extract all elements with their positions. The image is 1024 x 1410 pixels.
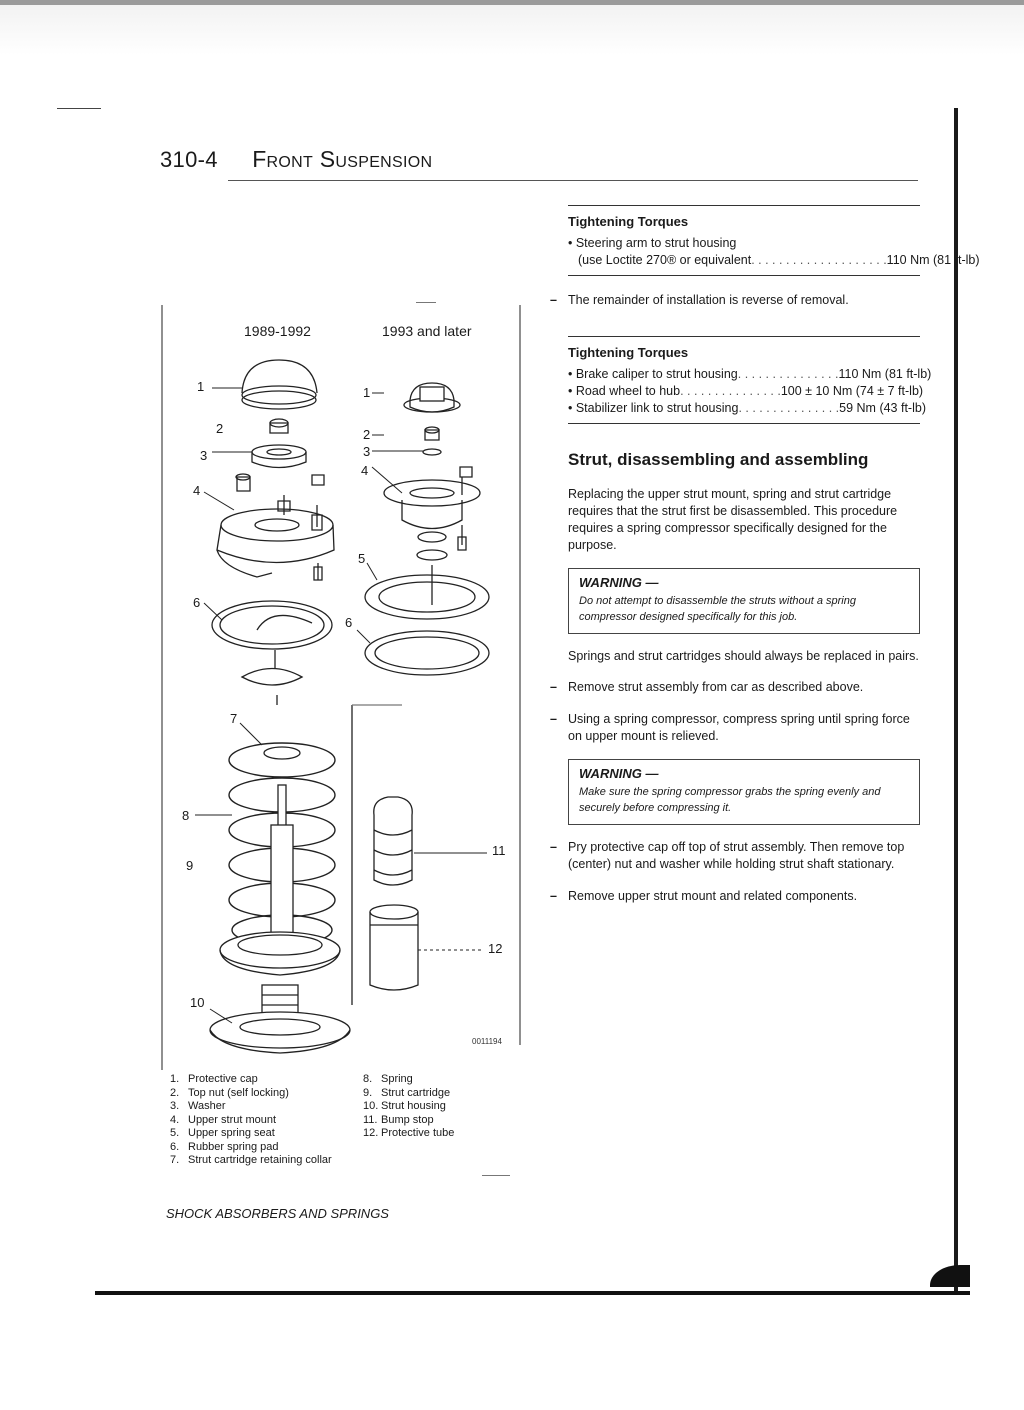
leader-dots: . . . . . . . . . . . . . . . . . . . . <box>751 253 887 267</box>
page-spine-edge <box>954 108 958 1293</box>
torques1-line2: (use Loctite 270® or equivalent . . . . . . . . . . . . . . . . . . . . 110 Nm (81 ft-lb) <box>578 253 980 267</box>
legend-item: 11. Bump stop <box>363 1113 434 1126</box>
warning1-title: WARNING — <box>579 575 659 590</box>
torques2-item: • Road wheel to hub . . . . . . . . . . . . . . . 100 ± 10 Nm (74 ± 7 ft-lb) <box>568 384 924 398</box>
figure-label-1989-1992: 1989-1992 <box>244 323 311 339</box>
page-header <box>160 146 432 173</box>
warning1-text: Do not attempt to disassemble the struts without a spring compressor designed specifically for this job. <box>579 595 856 623</box>
torques1-bottom-rule <box>568 275 920 276</box>
legend-item: 6. Rubber spring pad <box>170 1140 279 1153</box>
warning2-title: WARNING — <box>579 766 659 781</box>
callout-left-1: 1 <box>197 379 205 394</box>
step-remainder-installation: – The remainder of installation is reverse of removal. <box>550 293 849 307</box>
step-remove-mount: – Remove upper strut mount and related components. <box>550 889 858 903</box>
legend-item: 10. Strut housing <box>363 1100 446 1112</box>
callout-right-3: 3 <box>363 444 371 459</box>
legend-column-2 <box>363 1073 454 1141</box>
step-compress-spring: – Using a spring compressor, compress spring until spring force on upper mount is relieved. <box>550 712 910 743</box>
torques1-line1: • Steering arm to strut housing <box>568 236 737 250</box>
callout-right-2: 2 <box>363 427 371 442</box>
legend-item: 3. Washer <box>170 1100 226 1112</box>
header-rule <box>228 180 918 181</box>
callout-right-6: 6 <box>345 615 353 630</box>
torques2-item: • Brake caliper to strut housing . . . . . . . . . . . . . . . 110 Nm (81 ft-lb) <box>568 367 932 381</box>
legend-bottom-dash <box>482 1175 510 1176</box>
callout-right-5: 5 <box>358 551 366 566</box>
callout-left-9: 9 <box>186 858 194 873</box>
strut-exploded-diagram <box>162 305 522 1070</box>
legend-item: 7. Strut cartridge retaining collar <box>170 1154 332 1166</box>
torques2-title: Tightening Torques <box>568 345 689 360</box>
figure-id: 0011194 <box>472 1037 502 1046</box>
torques2-item: • Stabilizer link to strut housing . . . . . . . . . . . . . . . 59 Nm (43 ft-lb) <box>568 401 926 415</box>
tightening-torques-1 <box>568 206 980 275</box>
callout-left-10: 10 <box>190 995 205 1010</box>
margin-mark <box>57 108 101 109</box>
paragraph-replace-pairs: Springs and strut cartridges should always be replaced in pairs. <box>568 649 919 663</box>
legend-item: 5. Upper spring seat <box>170 1127 275 1139</box>
legend-item: 9. Strut cartridge <box>363 1086 451 1099</box>
callout-left-3: 3 <box>200 448 208 463</box>
tightening-torques-2 <box>568 337 932 423</box>
callout-left-4: 4 <box>193 483 201 498</box>
callout-right-11: 11 <box>492 843 506 858</box>
strut-diagram-drawing <box>162 305 522 1070</box>
legend-item: 8. Spring <box>363 1073 413 1085</box>
paragraph-intro: Replacing the upper strut mount, spring and strut cartridge requires that the strut first be disassembled. This procedure requires a spring compressor specifically designed for the purpose. <box>568 487 898 552</box>
callout-left-6: 6 <box>193 595 201 610</box>
step-remove-strut: – Remove strut assembly from car as described above. <box>550 680 864 694</box>
warning-box-2 <box>568 759 920 825</box>
figure-label-1993-later: 1993 and later <box>382 323 472 339</box>
callout-right-12: 12 <box>488 941 503 956</box>
warning2-text: Make sure the spring compressor grabs the spring evenly and securely before compressing it. <box>579 786 881 814</box>
step-pry-cap: – Pry protective cap off top of strut assembly. Then remove top (center) nut and washer while holding strut shaft stationary. <box>550 840 905 871</box>
callout-left-2: 2 <box>216 421 224 436</box>
callout-left-8: 8 <box>182 808 190 823</box>
right-text-column <box>550 205 980 905</box>
legend-column-1 <box>170 1073 332 1168</box>
page-footer: SHOCK ABSORBERS AND SPRINGS <box>166 1206 389 1221</box>
callout-left-7: 7 <box>230 711 238 726</box>
section-number: 310-4 <box>160 147 218 172</box>
legend-item: 12. Protective tube <box>363 1127 455 1139</box>
figure-top-dash <box>416 302 436 303</box>
torques2-bottom-rule <box>568 423 920 424</box>
section-heading: Strut, disassembling and assembling <box>568 450 869 469</box>
section-title: Front Suspension <box>252 146 433 172</box>
legend-item: 2. Top nut (self locking) <box>170 1086 289 1099</box>
torques1-title: Tightening Torques <box>568 214 689 229</box>
page-spine-foot <box>930 1265 970 1287</box>
bottom-page-edge <box>95 1291 970 1295</box>
callout-right-4: 4 <box>361 463 369 478</box>
legend-item: 4. Upper strut mount <box>170 1113 277 1126</box>
scan-top-shade <box>0 5 1024 55</box>
legend-item: 1. Protective cap <box>170 1073 258 1085</box>
warning-box-1 <box>568 568 920 634</box>
callout-right-1: 1 <box>363 385 371 400</box>
